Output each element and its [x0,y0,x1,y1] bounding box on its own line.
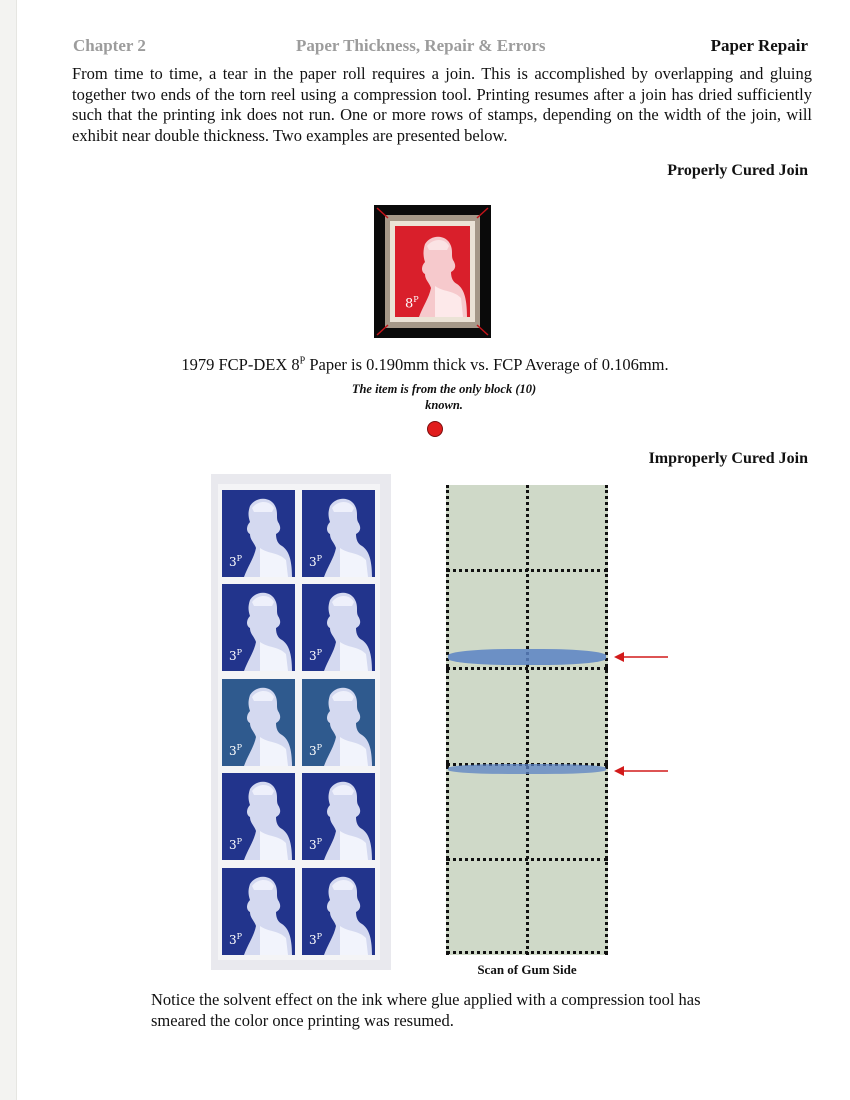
stamp-value-unit: P [236,837,243,846]
stamp-value-number: 3 [309,649,317,663]
stamp-value [229,932,242,947]
stamp-value [229,648,242,663]
stamp-value-unit: P [316,743,323,752]
closing-paragraph: Notice the solvent effect on the ink where glue applied with a compression tool has smeared the color once printing was resumed. [151,990,701,1030]
caption-text-end: Paper is 0.190mm thick vs. FCP Average of 0.106mm. [305,355,669,374]
section-title: Paper Thickness, Repair & Errors [296,36,546,55]
stamp-value [229,554,242,569]
chapter-label: Chapter 2 [73,36,146,55]
ink-smear [448,649,606,665]
stamp-3p [302,868,375,955]
stamp-value [309,554,322,569]
stamp-value [309,648,322,663]
stamp-value-unit: P [316,837,323,846]
topic-title: Paper Repair [710,36,808,55]
mount-corners [374,205,491,338]
stamp-value-unit: P [236,932,243,941]
stamp-3p [302,773,375,860]
stamp-value-number: 3 [309,744,317,758]
stamp-value [229,743,242,758]
stamp-value [229,837,242,852]
stamp-mount [374,205,491,338]
intro-paragraph: From time to time, a tear in the paper roll requires a join. This is accomplished by overlapping and gluing together two ends of the torn reel using a compression tool. Printing resumes after a join has dried sufficiently such that the printing ink does not run. One or more rows of stamps, depending on the width of the join, will exhibit near double thickness. Two examples are presented below. [72,64,812,145]
stamp-value-number: 3 [229,838,237,852]
thickness-caption [0,355,850,375]
gum-scan-caption: Scan of Gum Side [477,962,577,977]
stamp-3p [302,584,375,671]
stamp-3p-smeared [222,679,295,766]
gum-side-scan [446,485,608,955]
stamp-value [309,932,322,947]
stamp-value-unit: P [316,554,323,563]
perforation-line [446,569,608,572]
stamp-value-number: 8 [405,296,414,311]
perforation-line [605,485,608,955]
stamp-value [309,743,322,758]
stamp-value-unit: P [413,294,419,304]
stamp-value-number: 3 [309,838,317,852]
stamp-3p-smeared [302,679,375,766]
caption-text-start: 1979 FCP-DEX 8 [181,355,300,374]
stamp-value-unit: P [236,554,243,563]
improperly-cured-heading: Improperly Cured Join [648,450,808,467]
red-arrow-icon [614,651,668,663]
perforation-line [446,485,449,955]
stamp-value-number: 3 [229,933,237,947]
page-edge [0,0,17,1100]
stamp-value-number: 3 [229,649,237,663]
stamp-3p [302,490,375,577]
stamp-value [309,837,322,852]
stamp-3p [222,584,295,671]
red-dot-marker-icon [427,421,443,437]
stamp-value-number: 3 [229,744,237,758]
provenance-note: The item is from the only block (10) known. [351,382,537,412]
perforation-line [526,485,529,955]
stamp-value-number: 3 [309,933,317,947]
stamp-3p [222,773,295,860]
perforation-line [446,951,608,954]
perforation-line [446,858,608,861]
properly-cured-heading: Properly Cured Join [667,162,808,179]
stamp-value-unit: P [316,932,323,941]
stamp-3p [222,868,295,955]
stamp-value-unit: P [316,648,323,657]
stamp-value-unit: P [236,743,243,752]
stamp-3p [222,490,295,577]
caption-superscript: P [299,355,306,367]
red-arrow-icon [614,765,668,777]
stamp-value-number: 3 [309,555,317,569]
ink-smear [448,764,606,774]
stamp-value-number: 3 [229,555,237,569]
perforation-line [446,667,608,670]
stamp-value-unit: P [236,648,243,657]
